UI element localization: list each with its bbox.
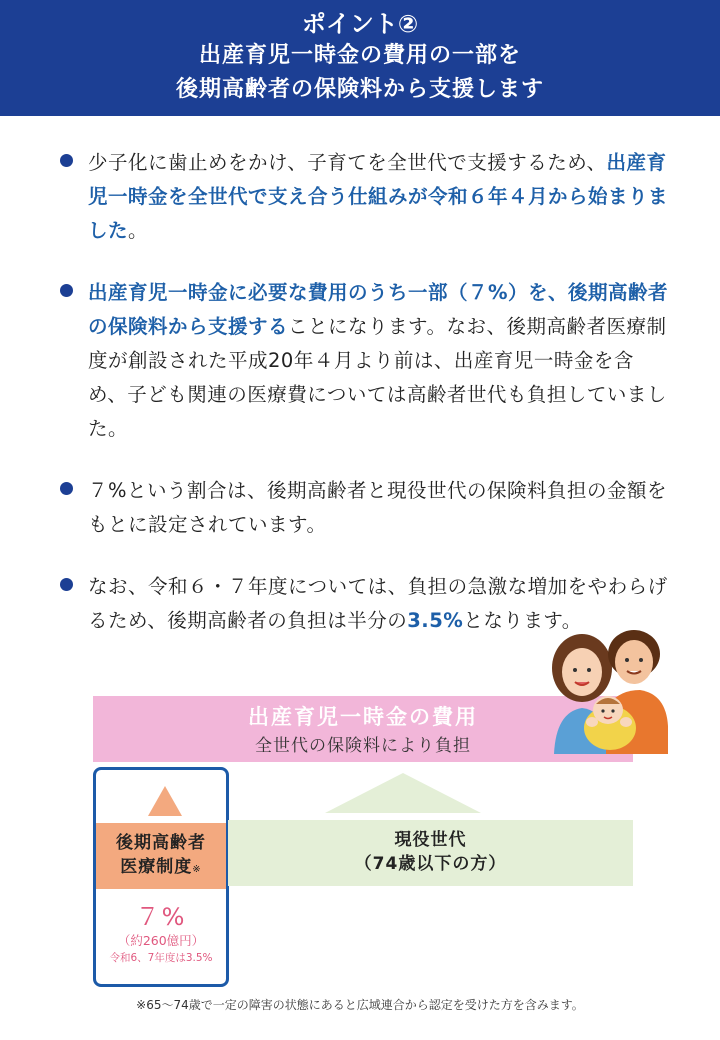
bullet-highlight: 3.5% (407, 609, 464, 632)
header-subtitle-1: 出産育児一時金の費用の一部を (198, 43, 521, 68)
working-generation-title: 現役世代 (394, 830, 467, 850)
header-banner (0, 0, 720, 116)
bullet-list (60, 146, 670, 638)
total-cost-title: 出産育児一時金の費用 (248, 705, 478, 729)
bullet-dot-icon (60, 154, 73, 167)
elderly-label-text: 医療制度 (120, 857, 193, 877)
bullet-text: ことになります。なお、後期高齢者医療制度が創設された平成20年４月より前は、出産育児一時金を含め、子ども関連の医療費については高齢者世代も負担していました。 (88, 315, 667, 440)
working-generation-sub: （74歳以下の方） (354, 854, 507, 874)
elderly-system-label (96, 823, 226, 889)
family-illustration-icon (548, 630, 670, 754)
working-generation-box (228, 820, 633, 886)
bullet-text: となります。 (463, 609, 582, 632)
elderly-system-box (93, 767, 229, 987)
bullet-highlight: 出産育児一時金を全世代で支え合う仕組みが令和６年４月から始まりました (88, 151, 669, 242)
bullet-dot-icon (60, 284, 73, 297)
total-cost-subtitle: 全世代の保険料により負担 (255, 736, 471, 756)
bullet-text: ７%という割合は、後期高齢者と現役世代の保険料負担の金額をもとに設定されています。 (88, 479, 668, 536)
elderly-label-line2 (96, 855, 226, 882)
up-arrow-icon (148, 786, 182, 816)
elderly-label-line1: 後期高齢者 (116, 833, 206, 853)
elderly-share (96, 902, 226, 966)
bullet-highlight: 出産育児一時金に必要な費用のうち一部（７%）を、後期高齢者の保険料から支援する (88, 281, 669, 338)
header-title: ポイント② (301, 10, 419, 38)
bullet-item-3 (60, 474, 670, 542)
footnote: ※65～74歳で一定の障害の状態にあると広域連合から認定を受けた方を含みます。 (136, 998, 584, 1012)
bullet-dot-icon (60, 482, 73, 495)
bullet-dot-icon (60, 578, 73, 591)
elderly-share-percent: ７% (135, 903, 187, 931)
header-subtitle-2: 後期高齢者の保険料から支援します (175, 77, 544, 102)
elderly-share-reduced: 令和6、7年度は3.5% (109, 952, 213, 964)
bullet-item-4 (60, 570, 670, 638)
bullet-text: 少子化に歯止めをかけ、子育てを全世代で支援するため、 (88, 151, 607, 174)
elderly-label-note: ※ (192, 864, 202, 875)
bullet-item-2 (60, 276, 670, 446)
bullet-text: なお、令和６・７年度については、負担の急激な増加をやわらげるため、後期高齢者の負担は半分の (88, 575, 668, 632)
elderly-share-amount: （約260億円） (117, 933, 205, 948)
bullet-text: 。 (128, 219, 149, 242)
bullet-item-1 (60, 146, 670, 248)
up-arrow-green-icon (325, 773, 481, 813)
